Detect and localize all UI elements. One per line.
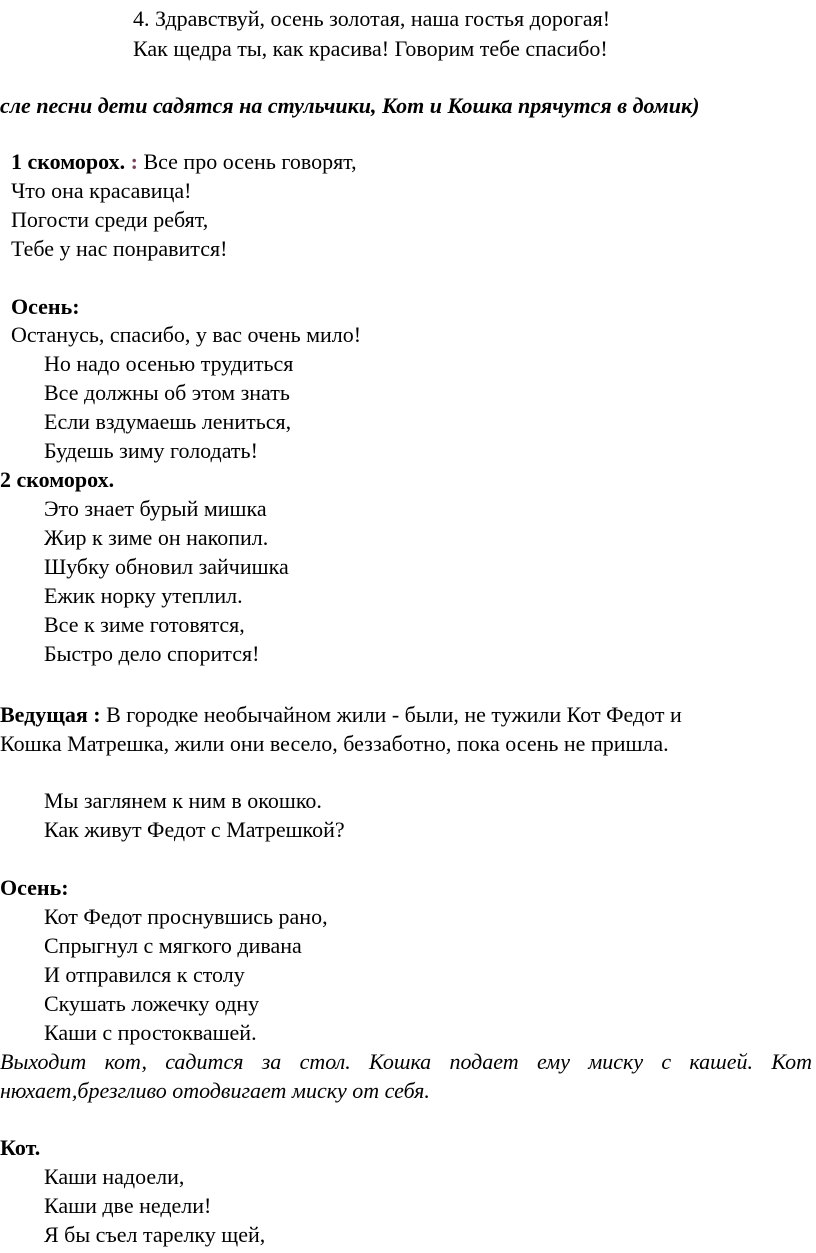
speaker-name: Осень: xyxy=(0,875,69,900)
verse-line: Будешь зиму голодать! xyxy=(44,438,258,463)
speaker-name: Кот. xyxy=(0,1135,41,1160)
verse-line: Все к зиме готовятся, xyxy=(44,612,245,637)
verse-line: Но надо осенью трудиться xyxy=(44,351,294,376)
speaker-name: Ведущая : xyxy=(0,702,101,727)
stage-direction: нюхает,брезгливо отодвигает миску от себя. xyxy=(0,1078,430,1103)
verse-line: Останусь, спасибо, у вас очень мило! xyxy=(11,322,362,347)
narration-text: В городке необычайном жили - были, не тужили Кот Федот и xyxy=(106,702,682,727)
verse-line: И отправился к столу xyxy=(44,962,245,987)
verse-line: Как живут Федот с Матрешкой? xyxy=(44,817,345,842)
verse-line: Это знает бурый мишка xyxy=(44,496,267,521)
verse-line: Каши две недели! xyxy=(44,1193,212,1218)
speaker-colon: : xyxy=(130,149,138,174)
verse-line: Мы заглянем к ним в окошко. xyxy=(44,788,322,813)
verse-line: Шубку обновил зайчишка xyxy=(44,554,289,579)
speaker-name: Осень: xyxy=(11,294,80,319)
verse-line: Я бы съел тарелку щей, xyxy=(44,1222,266,1247)
verse-line: Каши надоели, xyxy=(44,1164,185,1189)
speaker-line xyxy=(0,700,682,730)
verse-line: Погости среди ребят, xyxy=(11,207,209,232)
verse-line: Все про осень говорят, xyxy=(143,149,357,174)
verse-line: Если вздумаешь лениться, xyxy=(44,409,292,434)
verse-line: Каши с простоквашей. xyxy=(44,1020,257,1045)
narration-text: Кошка Матрешка, жили они весело, беззаботно, пока осень не пришла. xyxy=(0,731,669,756)
song-line: 4. Здравствуй, осень золотая, наша гостья дорогая! xyxy=(133,6,611,31)
verse-line: Что она красавица! xyxy=(11,178,192,203)
verse-line: Жир к зиме он накопил. xyxy=(44,525,269,550)
verse-line: Скушать ложечку одну xyxy=(44,991,260,1016)
verse-line: Спрыгнул с мягкого дивана xyxy=(44,933,302,958)
song-line: Как щедра ты, как красива! Говорим тебе спасибо! xyxy=(133,36,608,61)
speaker-name: 2 скоморох. xyxy=(0,467,115,492)
stage-direction: Выходит кот, садится за стол. Кошка подает ему миску с кашей. Кот xyxy=(0,1049,812,1074)
verse-line: Быстро дело спорится! xyxy=(44,641,260,666)
speaker-line xyxy=(11,147,357,177)
verse-line: Тебе у нас понравится! xyxy=(11,236,228,261)
verse-line: Кот Федот проснувшись рано, xyxy=(44,904,328,929)
verse-line: Ежик норку утеплил. xyxy=(44,583,243,608)
verse-line: Все должны об этом знать xyxy=(44,380,290,405)
speaker-name: 1 скоморох. xyxy=(11,149,126,174)
stage-direction: сле песни дети садятся на стульчики, Кот и Кошка прячутся в домик) xyxy=(0,93,700,118)
